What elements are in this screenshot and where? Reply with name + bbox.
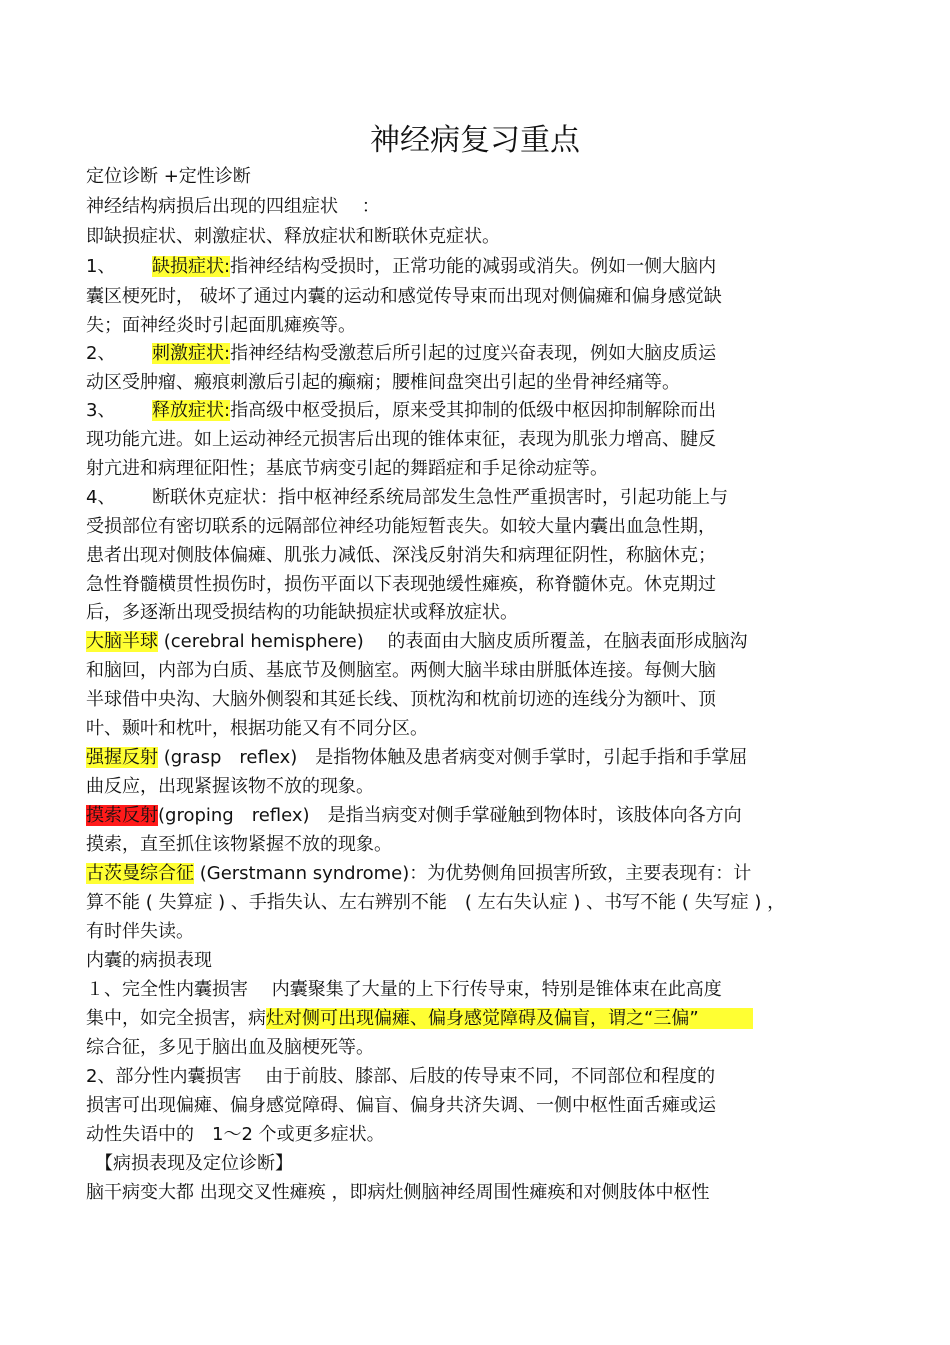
list-number: 1、: [86, 256, 116, 277]
highlighted-term: 摸索反射: [86, 805, 158, 826]
text-line: 曲反应，出现紧握该物不放的现象。: [86, 776, 374, 797]
text-line: 囊区梗死时， 破坏了通过内囊的运动和感觉传导束而出现对侧偏瘫和偏身感觉缺: [86, 286, 722, 307]
text-line: 失；面神经炎时引起面肌瘫痪等。: [86, 315, 356, 336]
highlighted-term: 灶对侧可出现偏瘫、偏身感觉障碍及偏盲，谓之“三偏”: [266, 1008, 753, 1029]
text-line: 后，多逐渐出现受损结构的功能缺损症状或释放症状。: [86, 602, 518, 623]
text-line: 损害可出现偏瘫、偏身感觉障碍、偏盲、偏身共济失调、一侧中枢性面舌瘫或运: [86, 1095, 716, 1116]
para-1-line: [86, 254, 716, 280]
text-line: 即缺损症状、刺激症状、释放症状和断联休克症状。: [86, 226, 500, 247]
list-number: 2、: [86, 343, 116, 364]
text-span: (groping reflex) 是指当病变对侧手掌碰触到物体时，该肢体向各方向: [158, 805, 742, 826]
para-2-line: [86, 341, 716, 367]
text-line: 脑干病变大都 出现交叉性瘫痪 ，即病灶侧脑神经周围性瘫痪和对侧肢体中枢性: [86, 1182, 710, 1203]
text-line: 射亢进和病理征阳性；基底节病变引起的舞蹈症和手足徐动症等。: [86, 458, 608, 479]
highlighted-term: 刺激症状:: [152, 343, 231, 364]
cerebral-line: [86, 629, 748, 655]
text-line: 综合征，多见于脑出血及脑梗死等。: [86, 1037, 374, 1058]
text-span: 指神经结构受损时，正常功能的减弱或消失。例如一侧大脑内: [230, 256, 717, 277]
text-span: 指神经结构受激惹后所引起的过度兴奋表现，例如大脑皮质运: [230, 343, 717, 364]
text-span: 指高级中枢受损后，原来受其抑制的低级中枢因抑制解除而出: [230, 400, 717, 421]
text-line: １、完全性内囊损害 内囊聚集了大量的上下行传导束，特别是锥体束在此高度: [86, 979, 722, 1000]
highlighted-term: 古茨曼综合征: [86, 863, 194, 884]
para-4-line: [86, 485, 728, 511]
text-line: 定位诊断 +定性诊断: [86, 166, 251, 187]
grasp-line: [86, 745, 747, 771]
page-title: 神经病复习重点: [370, 123, 580, 158]
text-span: (grasp reflex) 是指物体触及患者病变对侧手掌时，引起手指和手掌屈: [158, 747, 748, 768]
gerstmann-line: [86, 861, 751, 887]
para-3-line: [86, 398, 716, 424]
three-hemi-line: [86, 1006, 753, 1032]
text-span: (Gerstmann syndrome)：为优势侧角回损害所致，主要表现有：计: [194, 863, 752, 884]
groping-line: [86, 803, 742, 829]
highlighted-term: 大脑半球: [86, 631, 158, 652]
text-span: 集中，如完全损害，病: [86, 1008, 266, 1029]
text-line: 2、部分性内囊损害 由于前肢、膝部、后肢的传导束不同，不同部位和程度的: [86, 1066, 716, 1087]
text-line: 患者出现对侧肢体偏瘫、肌张力减低、深浅反射消失和病理征阴性，称脑休克；: [86, 545, 716, 566]
text-line: 摸索，直至抓住该物紧握不放的现象。: [86, 834, 392, 855]
text-line: 内囊的病损表现: [86, 950, 212, 971]
text-line: 受损部位有密切联系的远隔部位神经功能短暂丧失。如较大量内囊出血急性期，: [86, 516, 716, 537]
list-number: 3、: [86, 400, 116, 421]
highlighted-term: 释放症状:: [152, 400, 231, 421]
text-line: 动性失语中的 1～2 个或更多症状。: [86, 1124, 385, 1145]
section-heading: 【病损表现及定位诊断】: [86, 1153, 293, 1174]
text-line: 和脑回，内部为白质、基底节及侧脑室。两侧大脑半球由胼胝体连接。每侧大脑: [86, 660, 716, 681]
list-number: 4、: [86, 487, 116, 508]
text-line: 动区受肿瘤、瘢痕刺激后引起的癫痫；腰椎间盘突出引起的坐骨神经痛等。: [86, 372, 680, 393]
text-line: 半球借中央沟、大脑外侧裂和其延长线、顶枕沟和枕前切迹的连线分为额叶、顶: [86, 689, 716, 710]
text-line: 现功能亢进。如上运动神经元损害后出现的锥体束征，表现为肌张力增高、腱反: [86, 429, 716, 450]
text-line: 神经结构病损后出现的四组症状 ：: [86, 196, 380, 217]
text-span: 断联休克症状：指中枢神经系统局部发生急性严重损害时，引起功能上与: [152, 487, 728, 508]
highlighted-term: 强握反射: [86, 747, 158, 768]
text-line: 有时伴失读。: [86, 921, 194, 942]
highlighted-term: 缺损症状:: [152, 256, 231, 277]
text-span: (cerebral hemisphere) 的表面由大脑皮质所覆盖，在脑表面形成脑沟: [158, 631, 748, 652]
text-line: 叶、颞叶和枕叶，根据功能又有不同分区。: [86, 718, 428, 739]
text-line: 算不能 ( 失算症 ) 、手指失认、左右辨别不能 ( 左右失认症 ) 、书写不能 ( 失写症 ) ，: [86, 892, 786, 913]
text-line: 急性脊髓横贯性损伤时，损伤平面以下表现弛缓性瘫痪，称脊髓休克。休克期过: [86, 574, 716, 595]
